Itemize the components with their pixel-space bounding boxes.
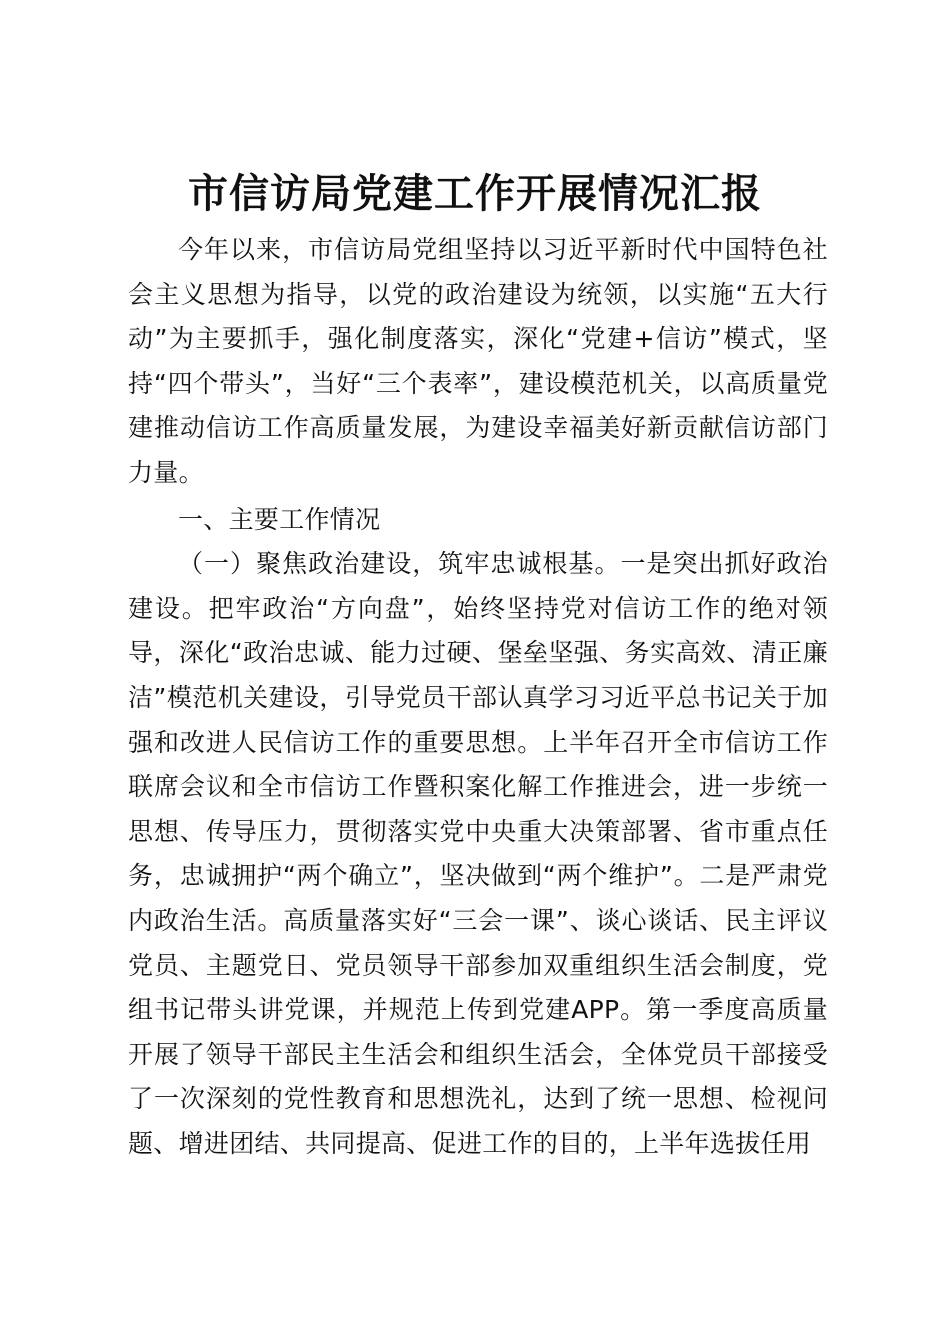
document-body: [128, 228, 828, 1166]
intro-paragraph: 今年以来，市信访局党组坚持以习近平新时代中国特色社会主义思想为指导，以党的政治建设为统领，以实施“五大行动”为主要抓手，强化制度落实，深化“党建+信访”模式，坚持“四个带头”，当好“三个表率”，建设模范机关，以高质量党建推动信访工作高质量发展，为建设幸福美好新贡献信访部门力量。: [128, 235, 828, 487]
section-paragraph: （一）聚焦政治建设，筑牢忠诚根基。一是突出抓好政治建设。把牢政治“方向盘”，始终坚持党对信访工作的绝对领导，深化“政治忠诚、能力过硬、堡垒坚强、务实高效、清正廉洁”模范机关建设，引导党员干部认真学习习近平总书记关于加强和改进人民信访工作的重要思想。上半年召开全市信访工作联席会议和全市信访工作暨积案化解工作推进会，进一步统一思想、传导压力，贯彻落实党中央重大决策部署、省市重点任务，忠诚拥护“两个确立”，坚决做到“两个维护”。二是严肃党内政治生活。高质量落实好“三会一课”、谈心谈话、民主评议党员、主题党日、党员领导干部参加双重组织生活会制度，党组书记带头讲党课，并规范上传到党建APP。第一季度高质量开展了领导干部民主生活会和组织生活会，全体党员干部接受了一次深刻的党性教育和思想洗礼，达到了统一思想、检视问题、增进团结、共同提高、促进工作的目的，上半年选拔任用: [128, 549, 828, 1158]
document-title: 市信访局党建工作开展情况汇报: [188, 171, 762, 217]
section-heading: 一、主要工作情况: [178, 504, 381, 534]
